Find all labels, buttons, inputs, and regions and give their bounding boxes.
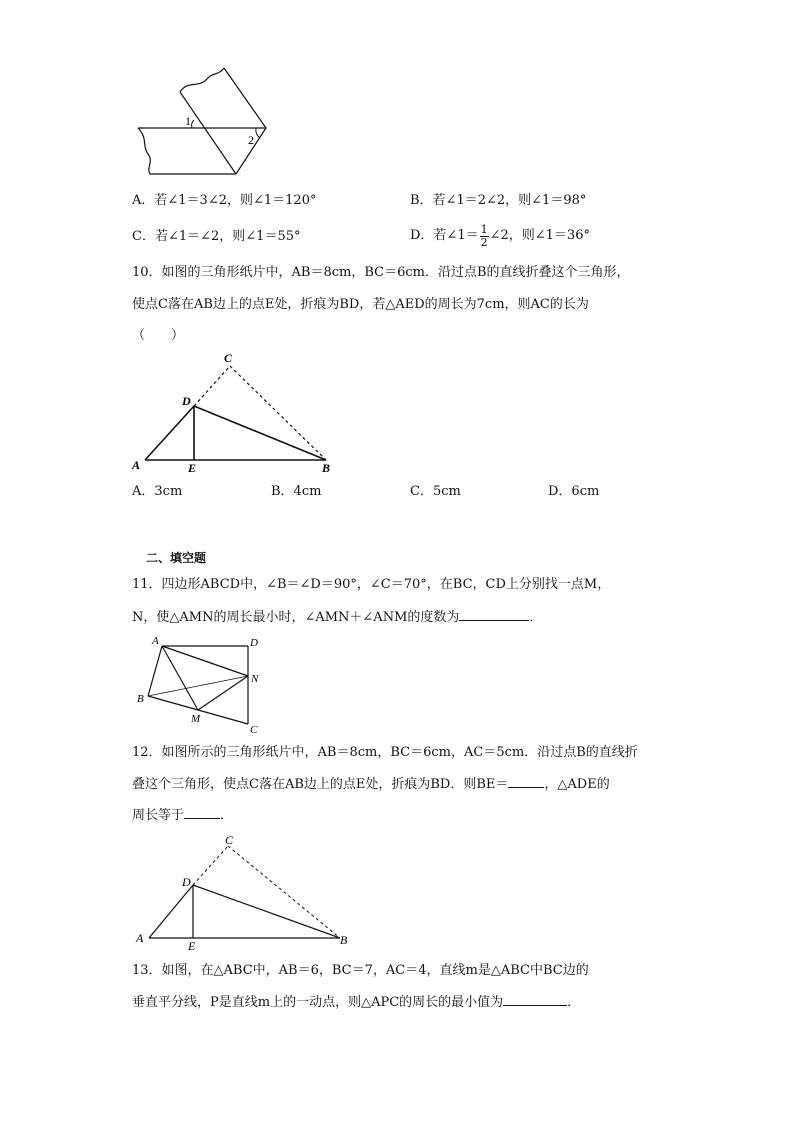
figure-angle-strips: [128, 62, 278, 182]
q12-text-line2-end: ，△ADE的: [544, 777, 610, 792]
q10-side-ad: [145, 406, 194, 460]
q10-text-line2: 使点C落在AB边上的点E处，折痕为BD，若△AED的周长为7cm，则AC的长为: [132, 297, 589, 312]
q9-option-b[interactable]: B．若∠1＝2∠2，则∠1＝98°: [410, 193, 587, 208]
q11-segment-an: [162, 646, 248, 676]
q10-text-line1: 10．如图的三角形纸片中，AB＝8cm，BC＝6cm．沿过点B的直线折叠这个三角形，: [132, 265, 630, 280]
q12-figure-triangle: [128, 830, 358, 950]
q10-label-e: E: [188, 461, 197, 475]
q10-answer-paren: （ ）: [132, 328, 185, 343]
q10-label-a: A: [132, 458, 141, 472]
q12-label-e: E: [188, 939, 196, 950]
q10-option-a[interactable]: A．3cm: [132, 484, 183, 499]
q12-answer-blank-be[interactable]: [508, 775, 544, 788]
q9-option-d-prefix: D．若∠1＝: [410, 228, 479, 243]
q11-answer-blank[interactable]: [459, 608, 529, 621]
q10-fold-bd: [194, 406, 326, 460]
q9-option-c[interactable]: C．若∠1＝∠2，则∠1＝55°: [132, 229, 301, 244]
section-fill-in-title: 二、填空题: [146, 551, 207, 565]
q10-label-c: C: [224, 351, 233, 365]
q13-answer-blank[interactable]: [503, 993, 567, 1006]
q12-text-line3-main: 周长等于: [132, 808, 185, 823]
q12-label-b: B: [340, 933, 348, 947]
q10-figure-triangle: [128, 348, 348, 478]
q12-text-line2: [132, 775, 610, 794]
angle-1-label: 1: [185, 114, 191, 128]
strip-wavy-end: [138, 128, 150, 174]
q10-option-b[interactable]: B．4cm: [271, 484, 322, 499]
q9-option-a[interactable]: A．若∠1＝3∠2，则∠1＝120°: [132, 193, 317, 208]
q11-side-ab: [148, 646, 162, 696]
q9-option-d-suffix: ∠2，则∠1＝36°: [489, 228, 590, 243]
q11-text-line2: [132, 608, 542, 627]
q10-label-b: B: [322, 461, 331, 475]
q13-text-line2-end: ．: [567, 995, 581, 1010]
q10-dashed-cb: [230, 366, 326, 460]
q12-side-ad: [149, 885, 193, 938]
q12-fold-bd: [193, 885, 340, 938]
fraction-numerator: 1: [480, 222, 488, 236]
q12-dashed-cb: [228, 846, 340, 938]
angle-2-label: 2: [248, 133, 254, 147]
slant-strip-left-edge: [180, 92, 236, 174]
q12-text-line2-main: 叠这个三角形，使点C落在AB边上的点E处，折痕为BD．则BE＝: [132, 777, 509, 792]
q12-label-a: A: [136, 931, 144, 945]
q11-text-line2-end: ．: [529, 610, 543, 625]
q10-option-c[interactable]: C．5cm: [410, 484, 461, 499]
angle-1-arc: [192, 120, 194, 128]
q11-label-a: A: [152, 635, 159, 647]
q12-text-line3-end: ．: [220, 808, 234, 823]
q12-dashed-dc: [193, 846, 228, 885]
q10-option-d[interactable]: D．6cm: [548, 484, 600, 499]
q12-label-c: C: [225, 833, 234, 847]
q12-text-line3: [132, 806, 233, 825]
slant-strip-right-edge: [224, 68, 266, 174]
slant-strip-wavy-top: [180, 68, 224, 92]
q11-text-line2-main: N，使△AMN的周长最小时，∠AMN＋∠ANM的度数为: [132, 610, 460, 625]
q12-text-line1: 12．如图所示的三角形纸片中，AB＝8cm，BC＝6cm，AC＝5cm．沿过点B的直线折: [132, 745, 638, 760]
q11-label-n: N: [251, 673, 259, 685]
q12-answer-blank-perimeter[interactable]: [184, 806, 220, 819]
q10-dashed-dc: [194, 366, 230, 406]
fraction-one-half: [480, 224, 489, 249]
q10-label-d: D: [182, 394, 191, 408]
q12-label-d: D: [182, 875, 191, 889]
q13-text-line2-main: 垂直平分线，P是直线m上的一动点，则△APC的周长的最小值为: [132, 995, 504, 1010]
angle-2-arc: [256, 128, 260, 138]
q9-option-d[interactable]: [410, 218, 590, 254]
q11-label-b: B: [137, 693, 144, 705]
q11-text-line1: 11．四边形ABCD中，∠B＝∠D＝90°，∠C＝70°，在BC，CD上分别找一点M，: [132, 577, 611, 592]
q11-segment-am: [162, 646, 198, 710]
q11-label-d: D: [250, 637, 258, 649]
q11-label-c: C: [250, 724, 258, 736]
q13-text-line1: 13．如图，在△ABC中，AB＝6，BC＝7，AC＝4，直线m是△ABC中BC边的: [132, 963, 589, 978]
q13-text-line2: [132, 993, 580, 1012]
fraction-denominator: 2: [480, 235, 488, 249]
q11-figure-quadrilateral: [132, 632, 272, 737]
q11-label-m: M: [191, 713, 201, 725]
